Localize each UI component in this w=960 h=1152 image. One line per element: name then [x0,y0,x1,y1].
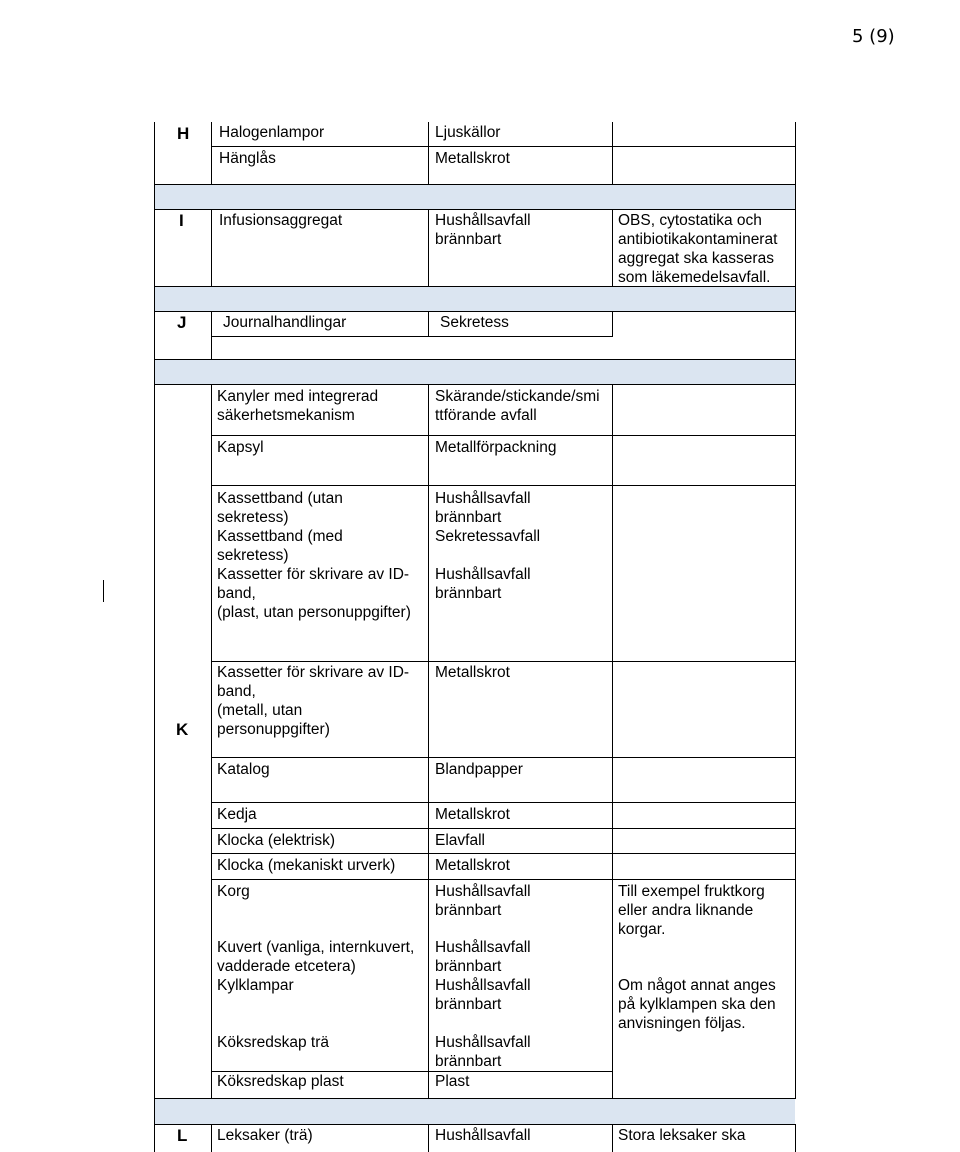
category-cell: Metallskrot [435,806,510,823]
section-letter-l: L [177,1126,188,1145]
note-cell: OBS, cytostatika och [618,212,762,229]
note-cell: som läkemedelsavfall. [618,269,771,286]
category-cell: brännbart [435,902,502,919]
item-cell: Kassetter för skrivare av ID- [217,566,410,583]
item-cell: (metall, utan [217,702,303,719]
note-cell: på kylklampen ska den [618,996,776,1013]
change-bar [103,580,104,602]
item-cell: Kedja [217,806,257,823]
item-cell: Köksredskap trä [217,1034,329,1051]
category-cell: Sekretess [440,314,509,331]
category-cell: brännbart [435,958,502,975]
category-cell: Hushållsavfall [435,1127,531,1144]
section-letter-h: H [177,124,190,143]
item-cell: Klocka (elektrisk) [217,832,335,849]
item-cell: vadderade etcetera) [217,958,356,975]
item-cell: säkerhetsmekanism [217,407,355,424]
item-cell: Kassettband (utan [217,490,343,507]
item-cell: Kassetter för skrivare av ID- [217,664,410,681]
item-cell: Halogenlampor [219,124,325,141]
category-cell: Ljuskällor [435,124,501,141]
category-cell: brännbart [435,585,502,602]
category-cell: Hushållsavfall [435,212,531,229]
item-cell: sekretess) [217,547,289,564]
item-cell: sekretess) [217,509,289,526]
item-cell: Kassettband (med [217,528,343,545]
section-band-j-k [154,359,795,384]
item-cell: Leksaker (trä) [217,1127,313,1144]
page-number: 5 (9) [852,26,895,47]
category-cell: brännbart [435,1053,502,1070]
item-cell: band, [217,683,256,700]
section-letter-i: I [179,211,184,230]
category-cell: Hushållsavfall [435,566,531,583]
category-cell: Metallskrot [435,150,510,167]
note-cell: eller andra liknande [618,902,754,919]
item-cell: Kanyler med integrerad [217,388,379,405]
category-cell: Metallskrot [435,857,510,874]
category-cell: Elavfall [435,832,485,849]
note-cell: korgar. [618,921,666,938]
category-cell: Hushållsavfall [435,883,531,900]
category-cell: Plast [435,1073,470,1090]
category-cell: Hushållsavfall [435,490,531,507]
category-cell: ttförande avfall [435,407,537,424]
item-cell: Kapsyl [217,439,264,456]
category-cell: Hushållsavfall [435,939,531,956]
item-cell: Hänglås [219,150,276,167]
category-cell: Metallskrot [435,664,510,681]
note-cell: Stora leksaker ska [618,1127,746,1144]
item-cell: Köksredskap plast [217,1073,344,1090]
item-cell: Journalhandlingar [223,314,347,331]
item-cell: band, [217,585,256,602]
section-band-k-l [154,1098,795,1124]
category-cell: Skärande/stickande/smi [435,388,600,405]
item-cell: Klocka (mekaniskt urverk) [217,857,396,874]
category-cell: Sekretessavfall [435,528,541,545]
note-cell: Till exempel fruktkorg [618,883,765,900]
section-band-h-i [154,184,795,209]
category-cell: brännbart [435,231,502,248]
category-cell: Hushållsavfall [435,977,531,994]
category-cell: Hushållsavfall [435,1034,531,1051]
item-cell: Korg [217,883,250,900]
category-cell: brännbart [435,509,502,526]
category-cell: Blandpapper [435,761,523,778]
section-letter-j: J [177,313,187,332]
note-cell: aggregat ska kasseras [618,250,774,267]
note-cell: antibiotikakontaminerat [618,231,778,248]
note-cell: anvisningen följas. [618,1015,746,1032]
section-band-i-j [154,286,795,311]
item-cell: Kylklampar [217,977,294,994]
item-cell: Kuvert (vanliga, internkuvert, [217,939,415,956]
item-cell: (plast, utan personuppgifter) [217,604,411,621]
note-cell: Om något annat anges [618,977,776,994]
item-cell: Katalog [217,761,270,778]
category-cell: Metallförpackning [435,439,557,456]
section-letter-k: K [176,720,189,739]
item-cell: Infusionsaggregat [219,212,343,229]
item-cell: personuppgifter) [217,721,330,738]
category-cell: brännbart [435,996,502,1013]
